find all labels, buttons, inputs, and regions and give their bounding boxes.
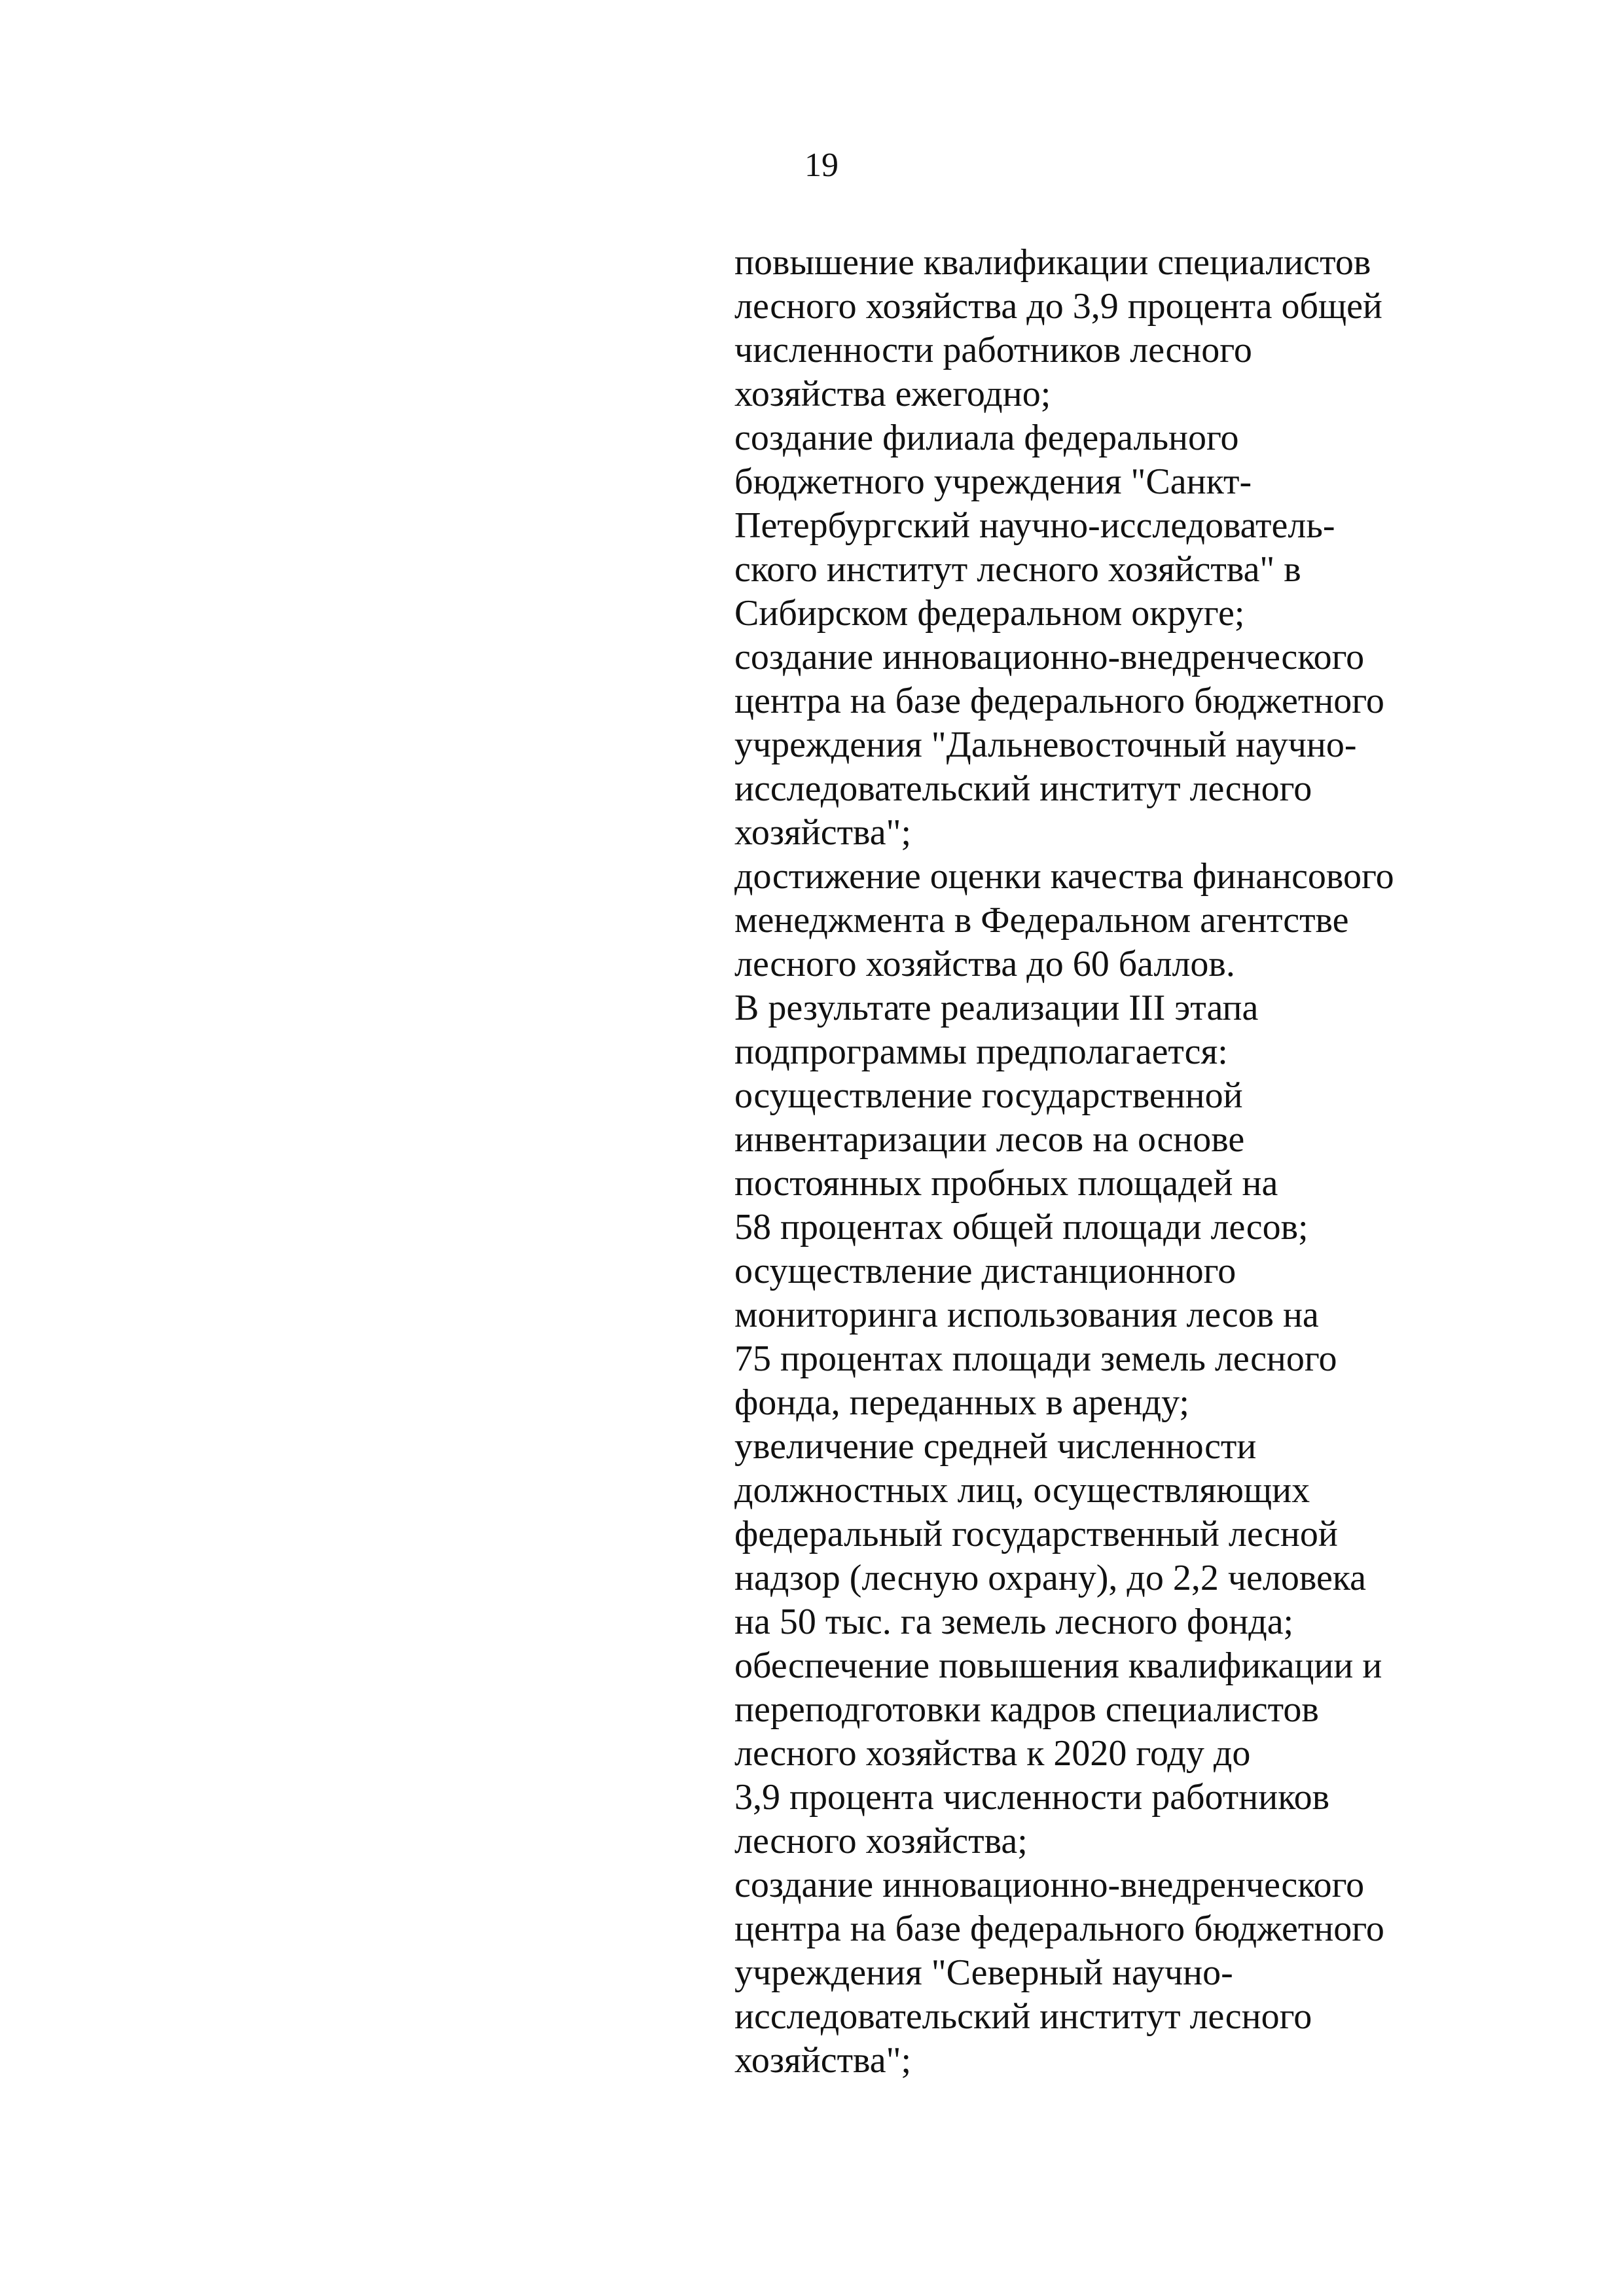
- text-line: лесного хозяйства до 60 баллов.: [734, 944, 1235, 984]
- text-line: создание инновационно-внедренческого: [734, 637, 1365, 677]
- text-line: лесного хозяйства до 3,9 процента общей: [734, 286, 1382, 327]
- text-line: хозяйства ежегодно;: [734, 374, 1051, 414]
- text-line: исследовательский институт лесного: [734, 768, 1312, 809]
- text-line: учреждения "Дальневосточный научно-: [734, 725, 1357, 765]
- text-line: должностных лиц, осуществляющих: [734, 1470, 1310, 1511]
- text-line: центра на базе федерального бюджетного: [734, 681, 1384, 721]
- text-line: постоянных пробных площадей на: [734, 1163, 1278, 1204]
- text-line: В результате реализации III этапа: [734, 988, 1259, 1028]
- text-line: лесного хозяйства;: [734, 1821, 1028, 1861]
- text-line: надзор (лесную охрану), до 2,2 человека: [734, 1558, 1367, 1598]
- text-line: Петербургский научно-исследователь-: [734, 505, 1335, 546]
- text-line: хозяйства";: [734, 812, 912, 853]
- text-line: переподготовки кадров специалистов: [734, 1689, 1319, 1730]
- text-line: обеспечение повышения квалификации и: [734, 1645, 1382, 1686]
- text-line: на 50 тыс. га земель лесного фонда;: [734, 1602, 1294, 1642]
- text-line: лесного хозяйства к 2020 году до: [734, 1733, 1251, 1774]
- text-line: создание инновационно-внедренческого: [734, 1865, 1365, 1905]
- text-line: повышение квалификации специалистов: [734, 242, 1371, 283]
- text-line: 58 процентах общей площади лесов;: [734, 1207, 1308, 1247]
- text-line: учреждения "Северный научно-: [734, 1952, 1233, 1993]
- text-line: менеджмента в Федеральном агентстве: [734, 900, 1349, 941]
- text-line: численности работников лесного: [734, 330, 1252, 370]
- text-line: Сибирском федеральном округе;: [734, 593, 1245, 634]
- text-line: мониторинга использования лесов на: [734, 1295, 1319, 1335]
- text-line: подпрограммы предполагается:: [734, 1031, 1228, 1072]
- text-line: центра на базе федерального бюджетного: [734, 1909, 1384, 1949]
- text-line: достижение оценки качества финансового: [734, 856, 1394, 897]
- text-line: 75 процентах площади земель лесного: [734, 1338, 1337, 1379]
- text-line: хозяйства";: [734, 2040, 912, 2081]
- text-line: федеральный государственный лесной: [734, 1514, 1338, 1554]
- page-number: 19: [804, 147, 839, 184]
- text-line: создание филиала федерального: [734, 418, 1239, 458]
- text-line: осуществление государственной: [734, 1075, 1243, 1116]
- text-line: исследовательский институт лесного: [734, 1996, 1312, 2037]
- text-line: бюджетного учреждения "Санкт-: [734, 461, 1252, 502]
- text-line: осуществление дистанционного: [734, 1251, 1236, 1291]
- text-line: инвентаризации лесов на основе: [734, 1119, 1245, 1160]
- text-line: ского институт лесного хозяйства" в: [734, 549, 1301, 590]
- text-line: фонда, переданных в аренду;: [734, 1382, 1189, 1423]
- text-line: 3,9 процента численности работников: [734, 1777, 1330, 1818]
- text-line: увеличение средней численности: [734, 1426, 1257, 1467]
- body-text-column: [734, 241, 1468, 2083]
